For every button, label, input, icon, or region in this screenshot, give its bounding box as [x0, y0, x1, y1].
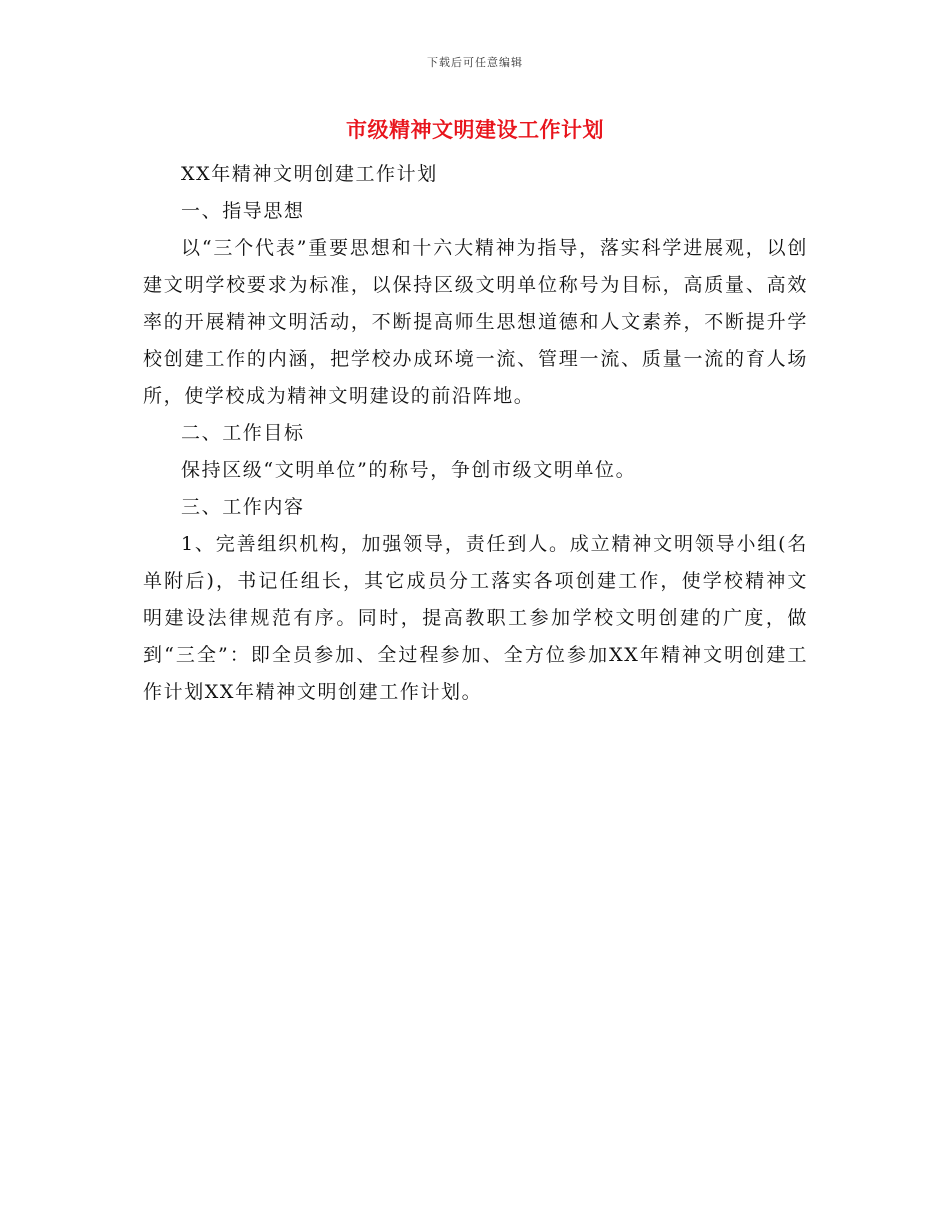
- paragraph-plan-heading: XX年精神文明创建工作计划: [181, 163, 438, 185]
- paragraph-work-goal: 保持区级“文明单位”的称号，争创市级文明单位。: [181, 459, 637, 481]
- document-body: [143, 156, 808, 711]
- header-note: 下载后可任意编辑: [427, 56, 523, 69]
- section-heading-work-goal: 二、工作目标: [181, 422, 305, 444]
- paragraph-work-content-1: 1、完善组织机构，加强领导，责任到人。成立精神文明领导小组(名单附后)，书记任组长，其它成员分工落实各项创建工作，使学校精神文明建设法律规范有序。同时，提高教职工参加学校文明创建的广度，做到“三全”：即全员参加、全过程参加、全方位参加XX年精神文明创建工作计划XX年精神文明创建工作计划。: [143, 533, 808, 703]
- section-heading-work-content: 三、工作内容: [181, 496, 305, 518]
- section-heading-guiding-thought: 一、指导思想: [181, 200, 305, 222]
- document-title: 市级精神文明建设工作计划: [346, 117, 604, 142]
- paragraph-guiding-thought: 以“三个代表”重要思想和十六大精神为指导，落实科学进展观，以创建文明学校要求为标准，以保持区级文明单位称号为目标，高质量、高效率的开展精神文明活动，不断提高师生思想道德和人文素养，不断提升学校创建工作的内涵，把学校办成环境一流、管理一流、质量一流的育人场所，使学校成为精神文明建设的前沿阵地。: [143, 237, 808, 407]
